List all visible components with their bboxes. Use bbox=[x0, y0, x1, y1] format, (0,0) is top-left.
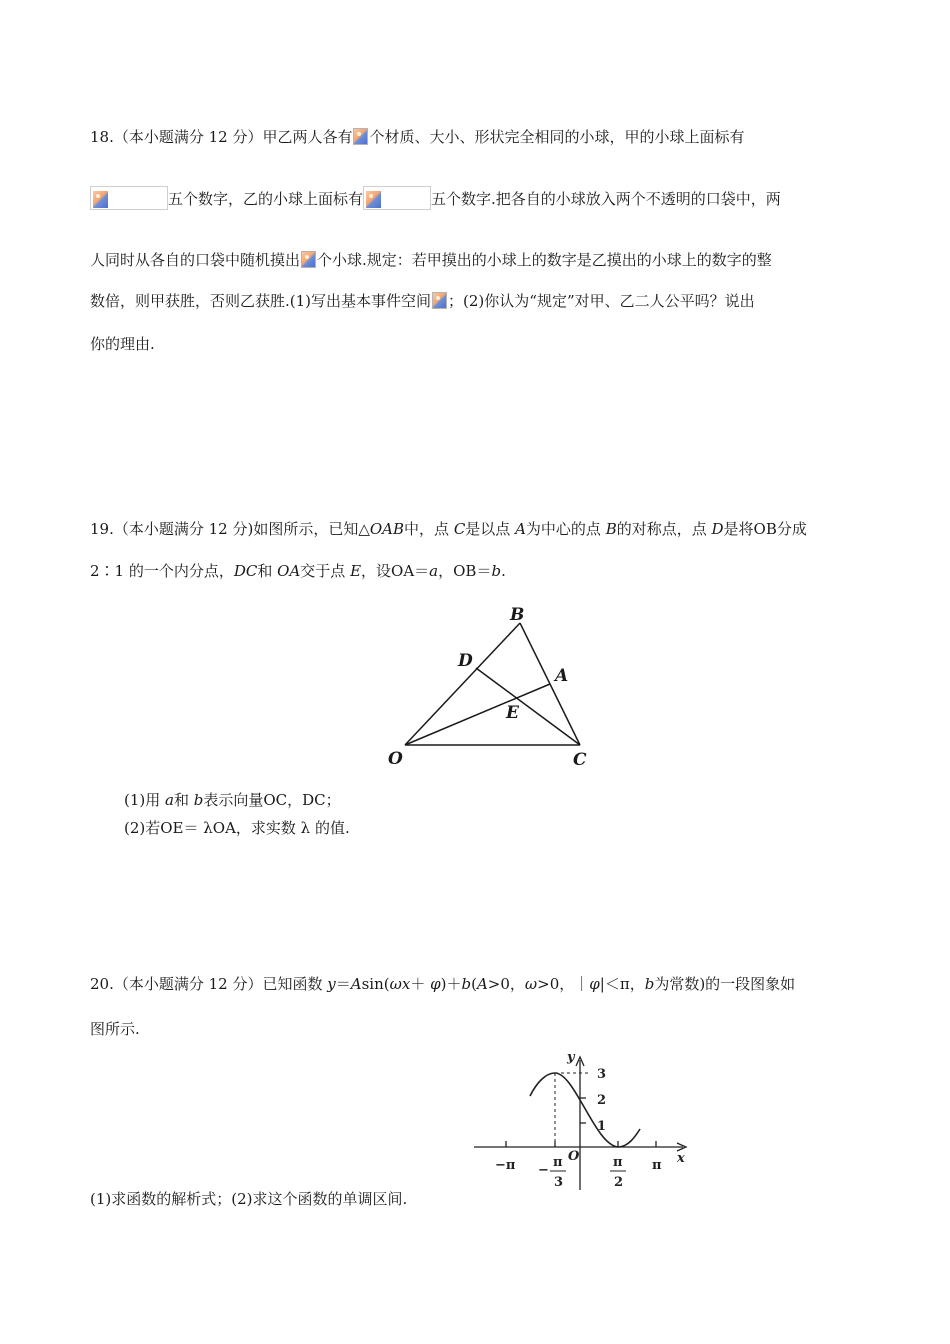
x-tick-pi-over-3-num: π bbox=[553, 1155, 563, 1170]
label-D: D bbox=[458, 651, 473, 671]
q20-line-2: 图所示. bbox=[90, 1020, 140, 1038]
formula-image-icon bbox=[93, 191, 108, 208]
segment-OB bbox=[405, 623, 520, 745]
q19-sub-1: (1)用 a和 b表示向量OC，DC； bbox=[124, 791, 341, 809]
x-tick-pi-over-2-den: 2 bbox=[614, 1175, 624, 1190]
x-tick-pi: π bbox=[652, 1158, 662, 1173]
label-E: E bbox=[506, 703, 519, 723]
q18-line-5: 你的理由. bbox=[90, 335, 155, 353]
formula-image-icon bbox=[432, 292, 447, 309]
q20-last-line: (1)求函数的解析式；(2)求这个函数的单调区间. bbox=[90, 1190, 408, 1208]
y-axis-label: y bbox=[567, 1050, 575, 1065]
sine-curve bbox=[530, 1073, 640, 1147]
y-tick-3: 3 bbox=[597, 1067, 607, 1082]
q19-line-1: 19.（本小题满分 12 分)如图所示，已知△OAB中，点 C是以点 A为中心的点 B的对称点，点 D是将OB分成 bbox=[90, 520, 807, 538]
q18-line-2: 五个数字，乙的小球上面标有 五个数字.把各自的小球放入两个不透明的口袋中，两 bbox=[90, 186, 781, 210]
formula-image-icon bbox=[366, 191, 381, 208]
x-tick-pi-over-2-num: π bbox=[613, 1155, 623, 1170]
x-tick-neg-pi: −π bbox=[495, 1158, 516, 1173]
formula-image-box bbox=[90, 186, 168, 210]
q18-line-3: 人同时从各自的口袋中随机摸出 个小球.规定：若甲摸出的小球上的数字是乙摸出的小球上的数字的整 bbox=[90, 251, 772, 269]
q19-line-2: 2∶1 的一个内分点，DC和 OA交于点 E，设OA＝a，OB＝b. bbox=[90, 562, 506, 580]
x-axis-label: x bbox=[677, 1151, 685, 1166]
q19-sub-2: (2)若OE＝ λOA，求实数 λ 的值. bbox=[124, 819, 350, 837]
formula-image-box bbox=[363, 186, 431, 210]
label-B: B bbox=[510, 605, 525, 625]
formula-image-icon bbox=[301, 251, 316, 268]
q20-line-1: 20.（本小题满分 12 分）已知函数 y＝Asin(ωx＋ φ)＋b(A>0，ω>0，｜φ|＜π，b为常数)的一段图象如 bbox=[90, 975, 796, 993]
y-tick-2: 2 bbox=[597, 1093, 607, 1108]
y-tick-1: 1 bbox=[597, 1119, 607, 1134]
x-tick-pi-over-3-den: 3 bbox=[554, 1175, 564, 1190]
segment-OA bbox=[405, 684, 550, 745]
sine-graph bbox=[470, 1045, 700, 1195]
formula-image-icon bbox=[353, 128, 368, 145]
x-tick-minus-sign: − bbox=[538, 1163, 549, 1178]
q18-line-4: 数倍，则甲获胜，否则乙获胜.(1)写出基本事件空间 ；(2)你认为“规定”对甲、乙二人公平吗？说出 bbox=[90, 292, 755, 310]
origin-label: O bbox=[568, 1149, 580, 1164]
label-O: O bbox=[388, 749, 403, 769]
q18-line-1: 18.（本小题满分 12 分）甲乙两人各有 个材质、大小、形状完全相同的小球，甲的小球上面标有 bbox=[90, 128, 745, 146]
label-C: C bbox=[573, 750, 587, 770]
label-A: A bbox=[555, 666, 569, 686]
triangle-figure bbox=[380, 600, 600, 775]
